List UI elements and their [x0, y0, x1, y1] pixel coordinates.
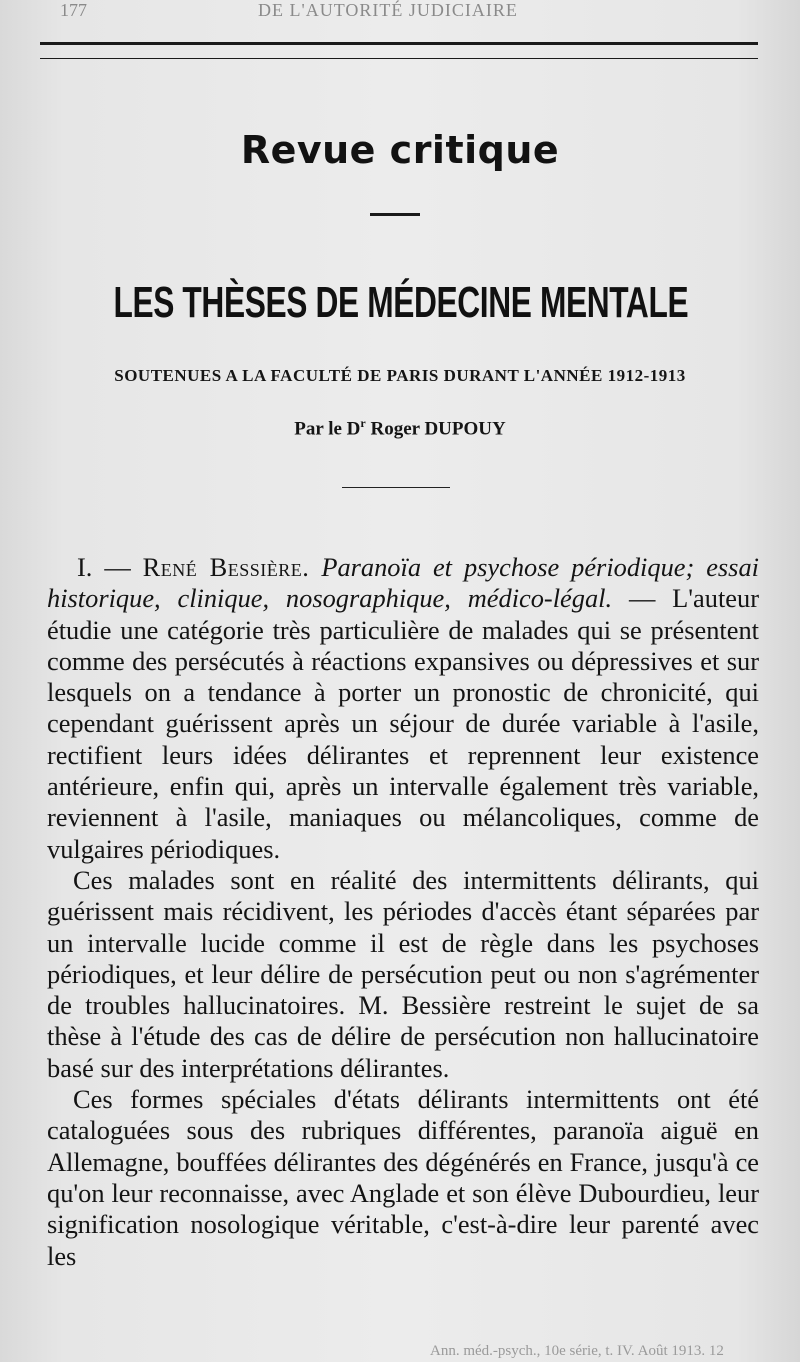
top-double-rule	[40, 42, 758, 45]
footer-ghost-text: Ann. méd.-psych., 10e série, t. IV. Août 1913. 12	[430, 1343, 724, 1359]
section-title: Revue critique	[240, 128, 560, 172]
top-double-rule-thin	[40, 58, 758, 59]
running-head-number: 177	[60, 0, 87, 20]
thesis-title: Paranoïa et psychose périodique; essai historique, clinique, nosographique, médico-légal.	[47, 552, 759, 614]
author-prefix: Par le D	[294, 418, 361, 440]
title-separator-rule	[370, 213, 420, 216]
author-prefix-sup: r	[360, 416, 366, 430]
subtitle: SOUTENUES A LA FACULTÉ DE PARIS DURANT L'ANNÉE 1912-1913	[114, 366, 686, 385]
main-title: LES THÈSES DE MÉDECINE MENTALE	[113, 278, 689, 327]
thesis-author: René Bessière.	[142, 552, 310, 582]
paragraph-1-text: — L'auteur étudie une catégorie très particulière de malades qui se présentent comme des persécutés à réactions expansives ou dépressives et sur lesquels on a tendance à porter un pronostic de chronicité, qui cependant guérissent après un séjour de durée variable à l'asile, rectifient leurs idées délirantes et reprennent leur existence antérieure, enfin qui, après un intervalle également très variable, reviennent à l'asile, maniaques ou mélancoliques, comme de vulgaires périodiques.	[47, 583, 759, 864]
paragraph-2: Ces malades sont en réalité des intermittents délirants, qui guérissent mais récidivent, les périodes d'accès étant séparées par un intervalle lucide comme il est de règle dans les psychoses périodiques, et leur délire de persécution peut ou non s'agrémenter de troubles hallucinatoires. M. Bessière restreint le sujet de sa thèse à l'étude des cas de délire de persécution non hallucinatoire basé sur des interprétations délirantes.	[47, 864, 759, 1083]
paragraph-1	[47, 552, 759, 865]
section-number: I. —	[77, 552, 131, 582]
author-separator-rule	[342, 487, 450, 488]
author-line	[0, 416, 800, 440]
author-name: Roger DUPOUY	[370, 418, 506, 440]
article-body	[47, 552, 759, 1272]
running-head-title: DE L'AUTORITÉ JUDICIAIRE	[258, 0, 518, 20]
paragraph-3: Ces formes spéciales d'états délirants intermittents ont été cataloguées sous des rubriques différentes, paranoïa aiguë en Allemagne, bouffées délirantes des dégénérés en France, jusqu'à ce qu'on leur reconnaisse, avec Anglade et son élève Dubourdieu, leur signification nosologique véritable, c'est-à-dire leur parenté avec les	[47, 1084, 759, 1271]
